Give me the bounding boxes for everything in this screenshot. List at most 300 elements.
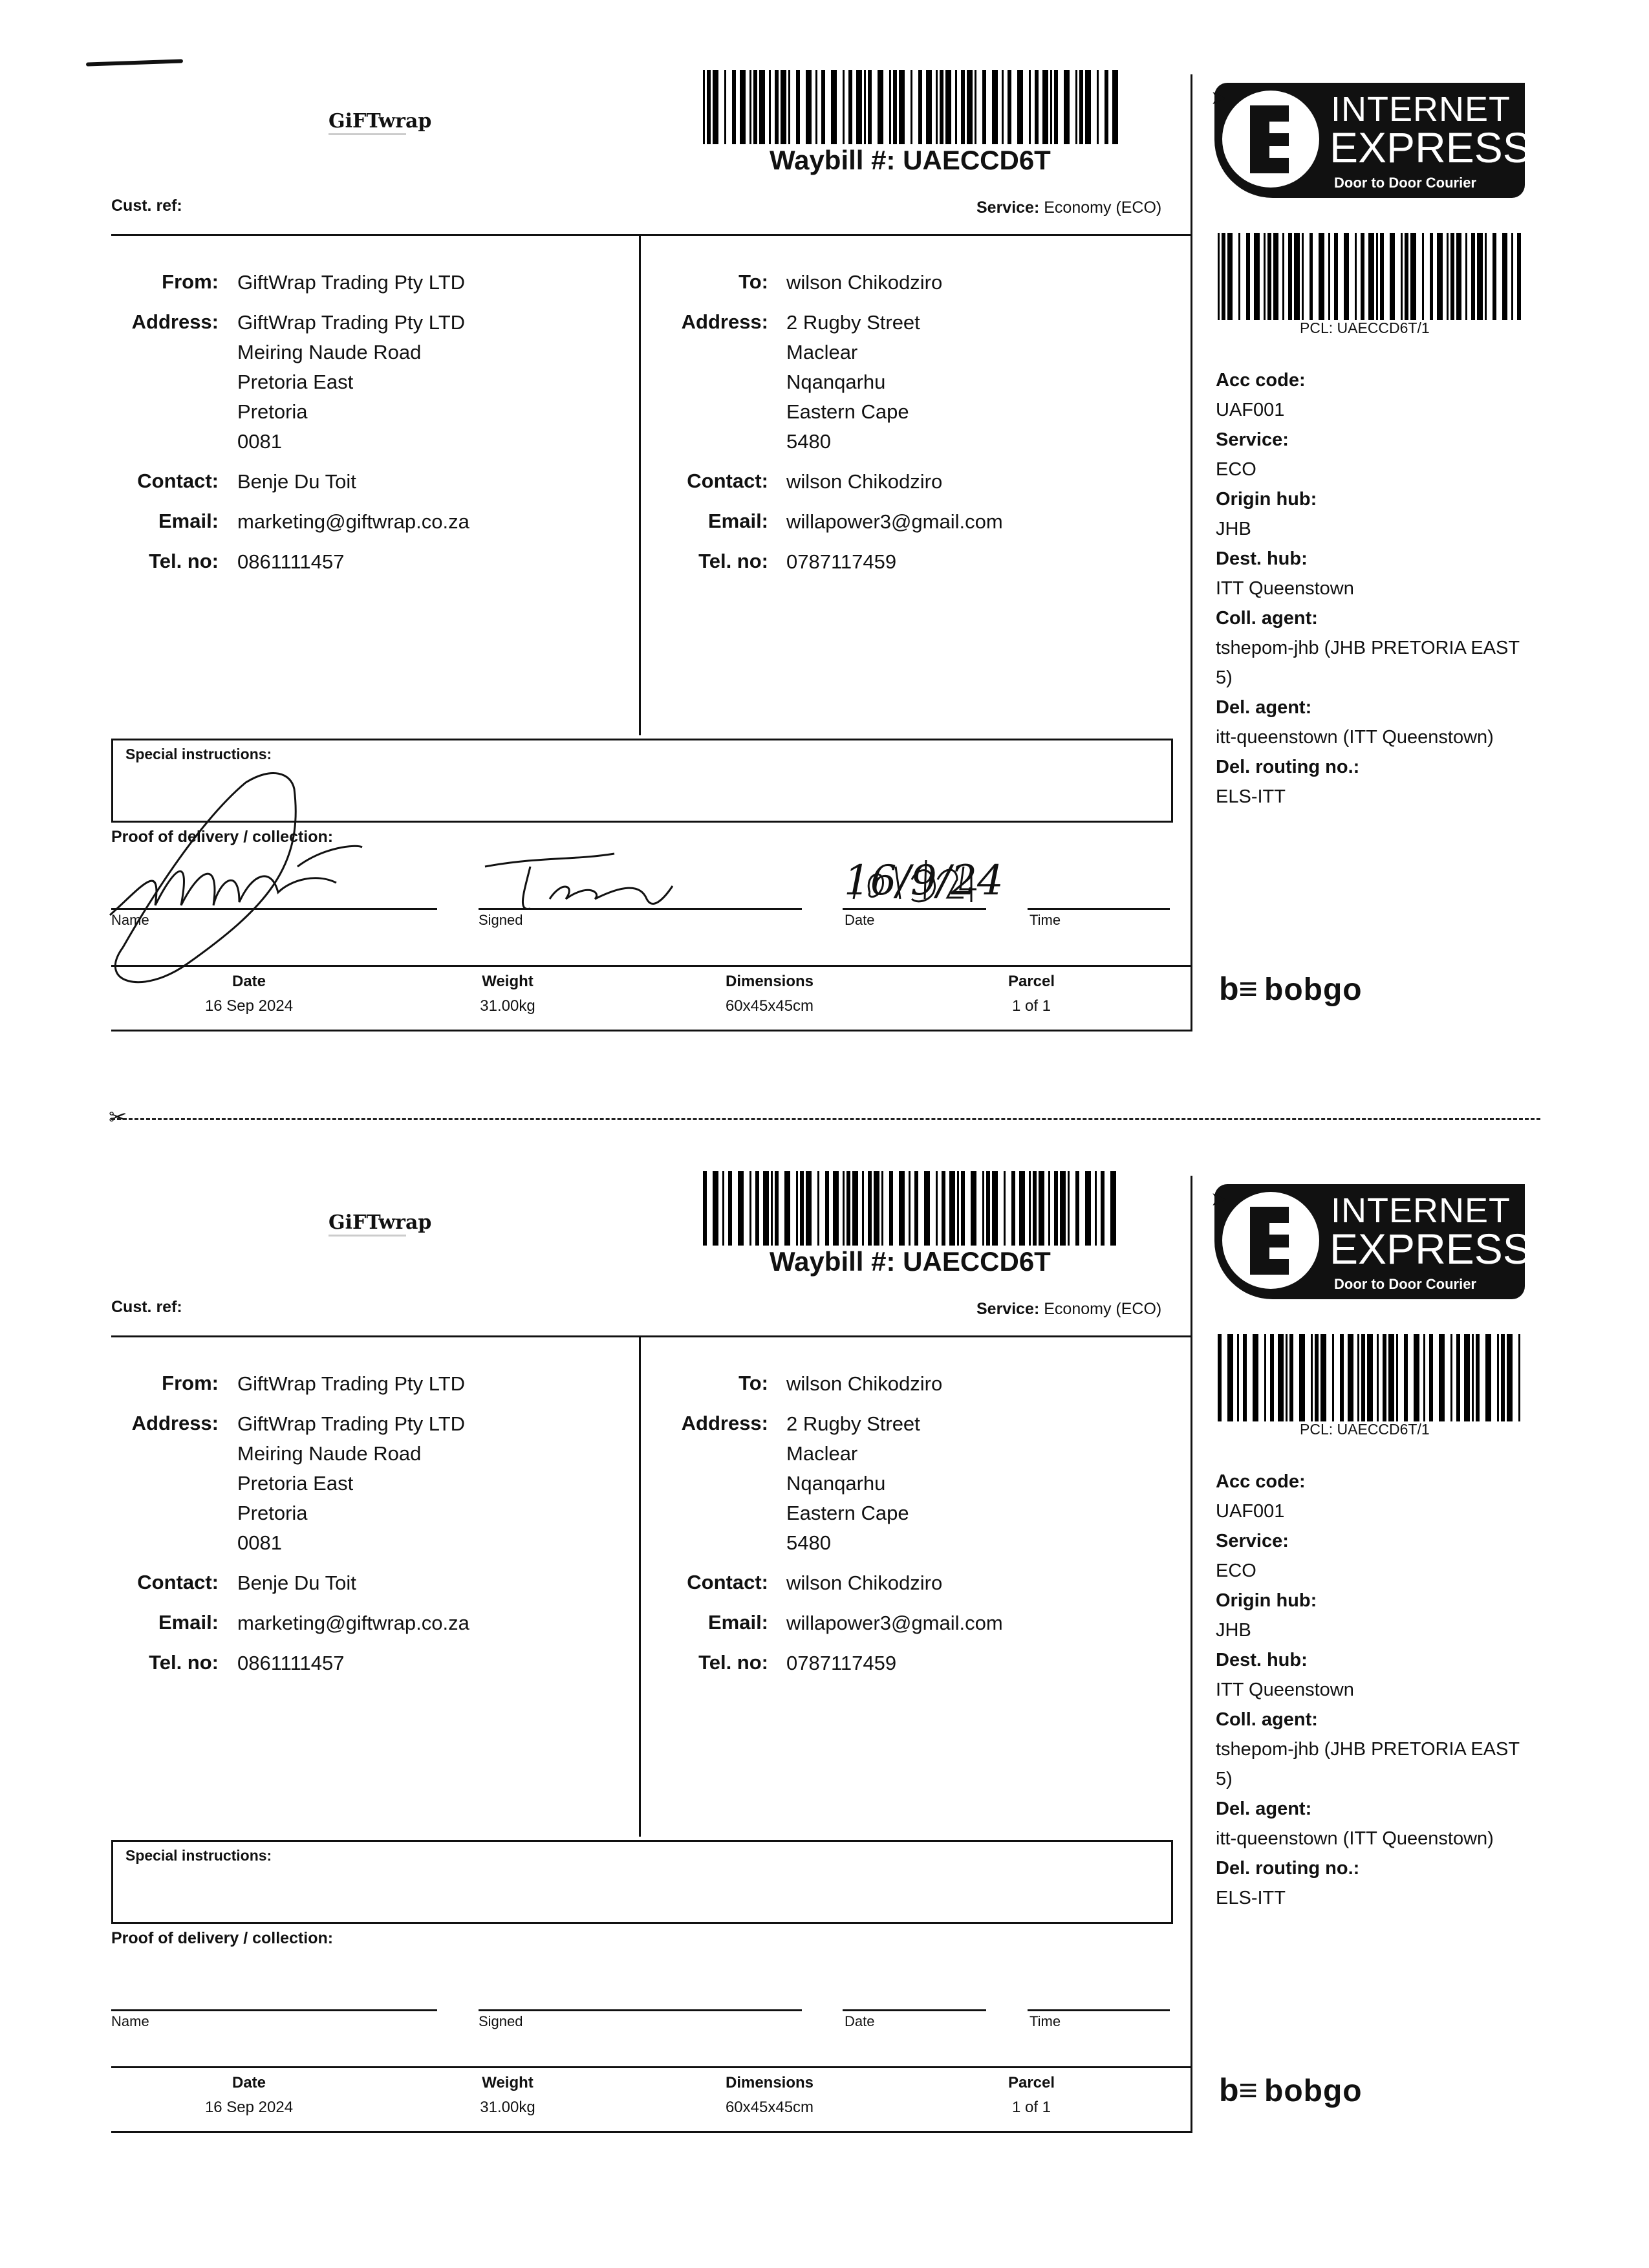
barcode-bar <box>1517 233 1521 320</box>
acc-code-label: Acc code: <box>1216 1471 1306 1492</box>
barcode-bar <box>1282 233 1284 320</box>
barcode-bar <box>781 70 786 144</box>
acc-code-label: Acc code: <box>1216 370 1306 391</box>
bobgo-logo: bobgo <box>1264 2074 1363 2108</box>
footer-parcel-label: Parcel <box>1008 973 1055 990</box>
barcode-bar <box>911 70 912 144</box>
to-tel: 0787117459 <box>786 1652 897 1674</box>
cust-ref-label: Cust. ref: <box>111 1298 182 1316</box>
barcode-bar <box>1361 1334 1365 1421</box>
from-address-line: Meiring Naude Road <box>237 1442 422 1465</box>
to-label: To: <box>738 270 768 293</box>
from-address-line: 0081 <box>237 1531 282 1554</box>
footer-top-line <box>111 965 1192 967</box>
barcode-bar <box>1302 233 1304 320</box>
barcode-bar <box>1401 233 1403 320</box>
barcode-bar <box>707 70 711 144</box>
bobgo-icon: b≡ <box>1219 2072 1258 2108</box>
barcode-bar <box>1422 233 1424 320</box>
origin-hub: JHB <box>1216 1620 1251 1641</box>
barcode-bar <box>868 70 872 144</box>
special-instructions-label: Special instructions: <box>125 1847 272 1864</box>
barcode-bar <box>846 1171 850 1246</box>
from-tel-label: Tel. no: <box>149 550 219 572</box>
from-contact-label: Contact: <box>137 1571 219 1593</box>
barcode-bar <box>1039 1171 1044 1246</box>
cust-ref-label: Cust. ref: <box>111 197 182 215</box>
barcode-bar <box>1502 233 1508 320</box>
dest-hub: ITT Queenstown <box>1216 1679 1354 1700</box>
barcode-bar <box>1334 233 1338 320</box>
to-address-line: Maclear <box>786 1442 858 1465</box>
del-routing-label: Del. routing no.: <box>1216 757 1360 777</box>
barcode-bar <box>957 1171 959 1246</box>
origin-hub-label: Origin hub: <box>1216 489 1317 510</box>
barcode-bar <box>1029 70 1031 144</box>
dest-hub-label: Dest. hub: <box>1216 1650 1308 1670</box>
from-to-divider <box>639 1335 641 1837</box>
barcode-bar <box>982 70 986 144</box>
footer-weight-label: Weight <box>482 973 534 990</box>
barcode-bar <box>945 70 951 144</box>
barcode-bar <box>1361 233 1364 320</box>
barcode-bar <box>856 70 862 144</box>
barcode-bar <box>982 1171 984 1246</box>
barcode-bar <box>1097 70 1099 144</box>
barcode-bar <box>1472 1334 1474 1421</box>
footer-parcel: 1 of 1 <box>1011 997 1051 1015</box>
from-address-line: GiftWrap Trading Pty LTD <box>237 1412 466 1435</box>
barcode-bar <box>1497 1334 1499 1421</box>
barcode-bar <box>1310 233 1313 320</box>
barcode-bar <box>1507 1334 1513 1421</box>
barcode-bar <box>1264 233 1266 320</box>
barcode-bar <box>940 70 943 144</box>
barcode-bar <box>889 1171 893 1246</box>
from-address-line: Meiring Naude Road <box>237 341 422 363</box>
to-contact: wilson Chikodziro <box>786 470 943 493</box>
barcode-bar <box>1447 233 1449 320</box>
footer-dimensions-label: Dimensions <box>725 973 814 990</box>
barcode-bar <box>1380 233 1384 320</box>
barcode-bar <box>1286 1334 1288 1421</box>
service-value: Economy (ECO) <box>1044 199 1162 217</box>
from-label: From: <box>162 1372 219 1394</box>
barcode-bar <box>1112 70 1118 144</box>
barcode-bar <box>769 70 771 144</box>
pod-name-caption: Name <box>111 2013 149 2029</box>
to-email: willapower3@gmail.com <box>786 1612 1003 1634</box>
barcode-bar <box>749 70 751 144</box>
giftwrap-logo: GiFTwrap <box>329 110 432 133</box>
from-to-divider <box>639 234 641 735</box>
to-address-line: Eastern Cape <box>786 1502 909 1524</box>
from-name: GiftWrap Trading Pty LTD <box>237 1372 466 1395</box>
giftwrap-logo: GiFTwrap <box>329 1211 432 1234</box>
barcode-bar <box>1085 1171 1091 1246</box>
from-tel-label: Tel. no: <box>149 1651 219 1674</box>
to-address <box>786 308 920 457</box>
coll-agent-cont: 5) <box>1216 1769 1233 1789</box>
barcode-bar <box>843 70 845 144</box>
to-tel: 0787117459 <box>786 550 897 573</box>
to-address-label: Address: <box>681 310 768 333</box>
barcode-bar <box>1288 233 1292 320</box>
bobgo-logo: bobgo <box>1264 973 1363 1007</box>
barcode-bar <box>1348 1334 1353 1421</box>
to-contact-label: Contact: <box>687 1571 768 1593</box>
barcode-bar <box>1456 233 1462 320</box>
coll-agent-cont: 5) <box>1216 667 1233 688</box>
barcode-bar <box>1437 233 1443 320</box>
barcode-bar <box>936 70 938 144</box>
pod-date-caption: Date <box>845 912 875 928</box>
footer-parcel-label: Parcel <box>1008 2074 1055 2091</box>
barcode-bar <box>936 1171 938 1246</box>
origin-hub-label: Origin hub: <box>1216 1590 1317 1611</box>
barcode-bar <box>1008 70 1011 144</box>
barcode-bar <box>1054 70 1058 144</box>
barcode-bar <box>1311 1334 1313 1421</box>
barcode-bar <box>1464 1334 1470 1421</box>
pod-date-caption: Date <box>845 2013 875 2029</box>
barcode-bar <box>1332 1334 1334 1421</box>
del-routing-label: Del. routing no.: <box>1216 1858 1360 1879</box>
from-address-line: Pretoria East <box>237 371 354 393</box>
barcode-bar <box>722 1171 724 1246</box>
service-label: Service: <box>976 199 1040 217</box>
barcode-bar <box>1376 233 1378 320</box>
from-tel: 0861111457 <box>237 1652 345 1674</box>
barcode-bar <box>1079 70 1083 144</box>
barcode-bar <box>831 70 837 144</box>
header-divider <box>111 1335 1192 1337</box>
pod-signed-caption: Signed <box>479 912 523 928</box>
barcode-bar <box>1253 1334 1258 1421</box>
panel-service: ECO <box>1216 1561 1256 1581</box>
from-address <box>237 1409 465 1558</box>
barcode-bar <box>881 1171 883 1246</box>
from-address-line: Pretoria <box>237 400 308 423</box>
pcl-barcode <box>1218 1334 1527 1421</box>
pod-label: Proof of delivery / collection: <box>111 828 334 846</box>
scissors-icon: ✂ <box>109 1105 127 1130</box>
barcode-bar <box>749 1171 751 1246</box>
barcode-bar <box>775 1171 779 1246</box>
to-label: To: <box>738 1372 768 1394</box>
footer-date: 16 Sep 2024 <box>204 997 294 1015</box>
from-address-line: Pretoria <box>237 1502 308 1524</box>
barcode-bar <box>1054 1171 1058 1246</box>
barcode-bar <box>878 70 883 144</box>
barcode-bar <box>1278 1334 1284 1421</box>
from-tel: 0861111457 <box>237 550 345 573</box>
internet-express-logo <box>1211 1184 1531 1299</box>
routing-info <box>1216 365 1520 812</box>
barcode-bar <box>755 1171 759 1246</box>
barcode-bar <box>1218 1334 1222 1421</box>
barcode-bar <box>971 1171 976 1246</box>
logo-tag: Door to Door Courier <box>1334 175 1476 191</box>
barcode-bar <box>1471 233 1475 320</box>
barcode-bar <box>713 70 718 144</box>
barcode-bar <box>1035 70 1039 144</box>
to-address-line: Maclear <box>786 341 858 363</box>
panel-divider <box>1191 74 1192 1031</box>
barcode-bar <box>1485 1334 1491 1421</box>
handwritten-date: 16/9/24 <box>844 857 1004 905</box>
del-routing: ELS-ITT <box>1216 786 1286 807</box>
waybill-label: Waybill #: <box>770 145 896 175</box>
barcode-bar <box>724 70 726 144</box>
to-address-line: 5480 <box>786 1531 831 1554</box>
footer-date-label: Date <box>232 973 266 990</box>
barcode-bar <box>1002 70 1004 144</box>
panel-service: ECO <box>1216 459 1256 480</box>
barcode-bar <box>806 1171 812 1246</box>
barcode-bar <box>806 70 812 144</box>
barcode-bar <box>796 1171 798 1246</box>
routing-info <box>1216 1467 1520 1913</box>
panel-divider <box>1191 1176 1192 2133</box>
e-mark-icon <box>1250 1207 1289 1275</box>
barcode-bar <box>788 70 790 144</box>
barcode-bar <box>1218 233 1220 320</box>
rocket-icon: ➤ <box>1211 87 1227 109</box>
barcode-bar <box>1493 233 1496 320</box>
to-address-line: Nqanqarhu <box>786 1472 886 1495</box>
barcode-bar <box>1048 1171 1050 1246</box>
barcode-bar <box>1485 233 1487 320</box>
barcode-bar <box>1357 1334 1359 1421</box>
barcode-bar <box>821 70 825 144</box>
barcode-bar <box>1328 233 1330 320</box>
barcode-bar <box>1294 233 1300 320</box>
barcode-bar <box>899 1171 905 1246</box>
barcode-bar <box>1429 1334 1433 1421</box>
from-name: GiftWrap Trading Pty LTD <box>237 271 466 294</box>
footer-dimensions: 60x45x45cm <box>725 2099 814 2116</box>
barcode-bar <box>1273 233 1279 320</box>
barcode-bar <box>909 1171 911 1246</box>
acc-code: UAF001 <box>1216 1501 1285 1522</box>
footer-date-label: Date <box>232 2074 266 2091</box>
barcode-bar <box>1042 70 1048 144</box>
internet-express-logo <box>1211 83 1531 198</box>
barcode-bar <box>1011 1171 1015 1246</box>
barcode-bar <box>1477 233 1483 320</box>
service-value: Economy (ECO) <box>1044 1300 1162 1318</box>
pcl-number: PCL: UAECCD6T/1 <box>1300 1421 1430 1438</box>
giftwrap-logo-sub <box>329 1235 406 1237</box>
from-label: From: <box>162 270 219 293</box>
origin-hub: JHB <box>1216 519 1251 539</box>
barcode-bar <box>1511 233 1513 320</box>
barcode-bar <box>753 70 757 144</box>
barcode-bar <box>833 1171 839 1246</box>
to-email-label: Email: <box>707 510 768 532</box>
barcode-bar <box>771 1171 773 1246</box>
barcode-bar <box>1518 1334 1520 1421</box>
coll-agent: tshepom-jhb (JHB PRETORIA EAST <box>1216 1739 1520 1760</box>
barcode-bar <box>1344 233 1350 320</box>
logo-tag: Door to Door Courier <box>1334 1276 1476 1292</box>
coll-agent-label: Coll. agent: <box>1216 1709 1318 1730</box>
barcode-bar <box>1289 1334 1293 1421</box>
barcode-bar <box>1476 1334 1480 1421</box>
to-address <box>786 1409 920 1558</box>
from-address-line: Pretoria East <box>237 1472 354 1495</box>
logo-line1: INTERNET <box>1331 90 1511 129</box>
barcode-bar <box>1368 233 1374 320</box>
barcode-bar <box>961 1171 965 1246</box>
to-name: wilson Chikodziro <box>786 271 943 294</box>
barcode-bar <box>955 70 957 144</box>
barcode-bar <box>1238 233 1240 320</box>
barcode-bar <box>825 1171 829 1246</box>
barcode-bar <box>1410 233 1416 320</box>
logo-line1: INTERNET <box>1331 1191 1511 1230</box>
barcode-bar <box>1388 1334 1394 1421</box>
barcode-bar <box>926 70 932 144</box>
to-address-label: Address: <box>681 1412 768 1434</box>
from-address-label: Address: <box>131 310 219 333</box>
barcode-bar <box>784 1171 790 1246</box>
footer-dimensions-label: Dimensions <box>725 2074 814 2091</box>
barcode-bar <box>961 70 965 144</box>
giftwrap-logo-sub <box>329 133 406 135</box>
acc-code: UAF001 <box>1216 400 1285 420</box>
special-instructions-label: Special instructions: <box>125 746 272 762</box>
from-email-label: Email: <box>158 510 219 532</box>
barcode-bar <box>893 70 897 144</box>
waybill-number-line <box>770 1246 1051 1277</box>
dest-hub: ITT Queenstown <box>1216 578 1354 599</box>
barcode-bar <box>1270 1334 1274 1421</box>
from-email: marketing@giftwrap.co.za <box>237 1612 469 1634</box>
barcode-bar <box>1029 1171 1031 1246</box>
barcode-bar <box>864 70 866 144</box>
coll-agent-label: Coll. agent: <box>1216 608 1318 629</box>
barcode-bar <box>763 1171 769 1246</box>
barcode-bar <box>1340 1334 1344 1421</box>
barcode-bar <box>1019 1171 1025 1246</box>
barcode-bar <box>800 1171 804 1246</box>
barcode-bar <box>889 70 891 144</box>
barcode-bar <box>967 70 973 144</box>
service-label: Service: <box>976 1300 1040 1318</box>
barcode-bar <box>918 70 922 144</box>
barcode-bar <box>914 1171 918 1246</box>
barcode-bar <box>703 70 705 144</box>
barcode-bar <box>1017 70 1023 144</box>
barcode-bar <box>1101 1171 1105 1246</box>
barcode-bar <box>1299 1334 1305 1421</box>
barcode-bar <box>992 1171 998 1246</box>
barcode-bar <box>1367 1334 1373 1421</box>
header-divider <box>111 234 1192 236</box>
pod-signed-line <box>479 2009 802 2011</box>
barcode-bar <box>1246 233 1250 320</box>
barcode-bar <box>713 1171 718 1246</box>
barcode-bar <box>759 70 765 144</box>
rocket-icon: ➤ <box>1211 1189 1227 1210</box>
pod-time-line <box>1028 2009 1170 2011</box>
barcode-bar <box>1396 1334 1398 1421</box>
waybill-barcode <box>703 1171 1125 1246</box>
service-line <box>976 199 1161 217</box>
logo-line2: EXPRESS <box>1330 124 1531 171</box>
e-mark-icon <box>1250 105 1289 173</box>
barcode-bar <box>728 1171 732 1246</box>
barcode-bar <box>1050 70 1052 144</box>
footer-top-line <box>111 2066 1192 2068</box>
from-address-line: 0081 <box>237 430 282 453</box>
barcode-bar <box>975 70 976 144</box>
coll-agent: tshepom-jhb (JHB PRETORIA EAST <box>1216 638 1520 658</box>
pod-signed-caption: Signed <box>479 2013 523 2029</box>
del-agent-label: Del. agent: <box>1216 697 1312 718</box>
barcode-bar <box>1085 70 1091 144</box>
to-address-line: 2 Rugby Street <box>786 1412 920 1435</box>
to-address-line: 2 Rugby Street <box>786 311 920 334</box>
waybill <box>0 1101 1649 2201</box>
barcode-bar <box>1227 1334 1233 1421</box>
barcode-bar <box>986 1171 990 1246</box>
barcode-bar <box>899 70 905 144</box>
logo-line2: EXPRESS <box>1330 1225 1531 1273</box>
pod-name-caption: Name <box>111 912 149 928</box>
barcode-bar <box>1033 1171 1037 1246</box>
barcode-bar <box>1254 233 1260 320</box>
to-name: wilson Chikodziro <box>786 1372 943 1395</box>
barcode-bar <box>1075 1171 1079 1246</box>
footer-weight-label: Weight <box>482 2074 534 2091</box>
barcode-bar <box>1450 233 1454 320</box>
waybill-number: UAECCD6T <box>903 145 1051 175</box>
barcode-bar <box>942 1171 945 1246</box>
del-agent: itt-queenstown (ITT Queenstown) <box>1216 727 1494 748</box>
barcode-bar <box>862 1171 864 1246</box>
to-tel-label: Tel. no: <box>698 1651 768 1674</box>
barcode-bar <box>1423 1334 1425 1421</box>
waybill-number: UAECCD6T <box>903 1246 1051 1277</box>
pcl-number: PCL: UAECCD6T/1 <box>1300 319 1430 336</box>
barcode-bar <box>796 70 800 144</box>
barcode-bar <box>1390 233 1396 320</box>
to-tel-label: Tel. no: <box>698 550 768 572</box>
from-contact: Benje Du Toit <box>237 470 356 493</box>
barcode-bar <box>1222 233 1225 320</box>
footer-weight: 31.00kg <box>480 997 535 1015</box>
from-email-label: Email: <box>158 1611 219 1634</box>
barcode-bar <box>1501 1334 1505 1421</box>
pod-label: Proof of delivery / collection: <box>111 1929 334 1947</box>
pcl-barcode <box>1218 233 1527 320</box>
footer-bottom-line <box>111 1030 1192 1031</box>
barcode-bar <box>1243 1334 1247 1421</box>
to-email-label: Email: <box>707 1611 768 1634</box>
from-address <box>237 308 465 457</box>
to-contact: wilson Chikodziro <box>786 1571 943 1594</box>
footer-date: 16 Sep 2024 <box>204 2099 294 2116</box>
barcode-bar <box>1064 70 1070 144</box>
barcode-bar <box>1319 233 1324 320</box>
from-email: marketing@giftwrap.co.za <box>237 510 469 533</box>
barcode-bar <box>1383 1334 1386 1421</box>
to-address-line: Eastern Cape <box>786 400 909 423</box>
pod-date-line <box>843 2009 986 2011</box>
